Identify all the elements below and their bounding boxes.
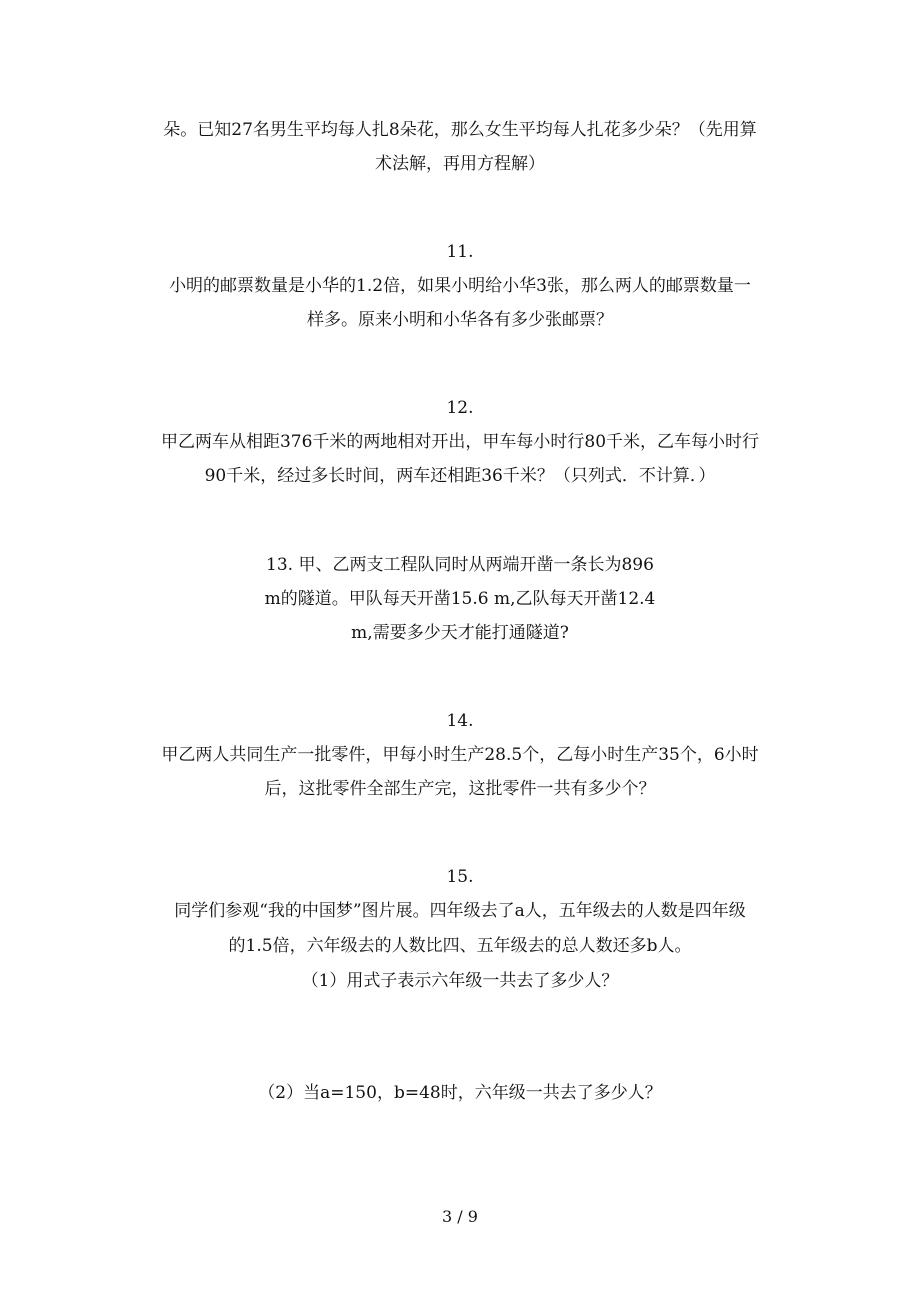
problem-12-number: 12. — [446, 398, 474, 418]
problem-11-number: 11. — [446, 242, 474, 262]
problem-14-line-2: 后，这批零件全部生产完，这批零件一共有多少个？ — [264, 779, 656, 799]
problem-14-number: 14. — [446, 711, 474, 731]
intro-line-2: 术法解，再用方程解） — [375, 154, 545, 174]
problem-14-line-1: 甲乙两人共同生产一批零件，甲每小时生产28.5个，乙每小时生产35个，6小时 — [161, 745, 759, 765]
problem-11-line-2: 样多。原来小明和小华各有多少张邮票？ — [307, 310, 613, 330]
problem-12-line-2: 90千米，经过多长时间，两车还相距36千米？（只列式．不计算．） — [204, 466, 716, 486]
problem-13-line-3: m,需要多少天才能打通隧道? — [351, 623, 569, 643]
intro-line-1: 朵。已知27名男生平均每人扎8朵花，那么女生平均每人扎花多少朵？（先用算 — [163, 120, 757, 140]
problem-13-line-2: m的隧道。甲队每天开凿15.6 m,乙队每天开凿12.4 — [264, 589, 656, 609]
problem-15-subquestion-1: （1）用式子表示六年级一共去了多少人？ — [301, 971, 619, 991]
problem-13-line-1: 13. 甲、乙两支工程队同时从两端开凿一条长为896 — [266, 555, 654, 575]
problem-15-line-2: 的1.5倍，六年级去的人数比四、五年级去的总人数还多b人。 — [228, 936, 692, 956]
problem-15-subquestion-2: （2）当a=150，b=48时，六年级一共去了多少人？ — [258, 1083, 662, 1103]
page-number: 3 / 9 — [442, 1207, 478, 1226]
problem-15-number: 15. — [446, 867, 474, 887]
problem-11-line-1: 小明的邮票数量是小华的1.2倍，如果小明给小华3张，那么两人的邮票数量一 — [169, 276, 751, 296]
problem-15-line-1: 同学们参观“我的中国梦”图片展。四年级去了a人，五年级去的人数是四年级 — [174, 901, 746, 921]
problem-12-line-1: 甲乙两车从相距376千米的两地相对开出，甲车每小时行80千米，乙车每小时行 — [160, 432, 760, 452]
